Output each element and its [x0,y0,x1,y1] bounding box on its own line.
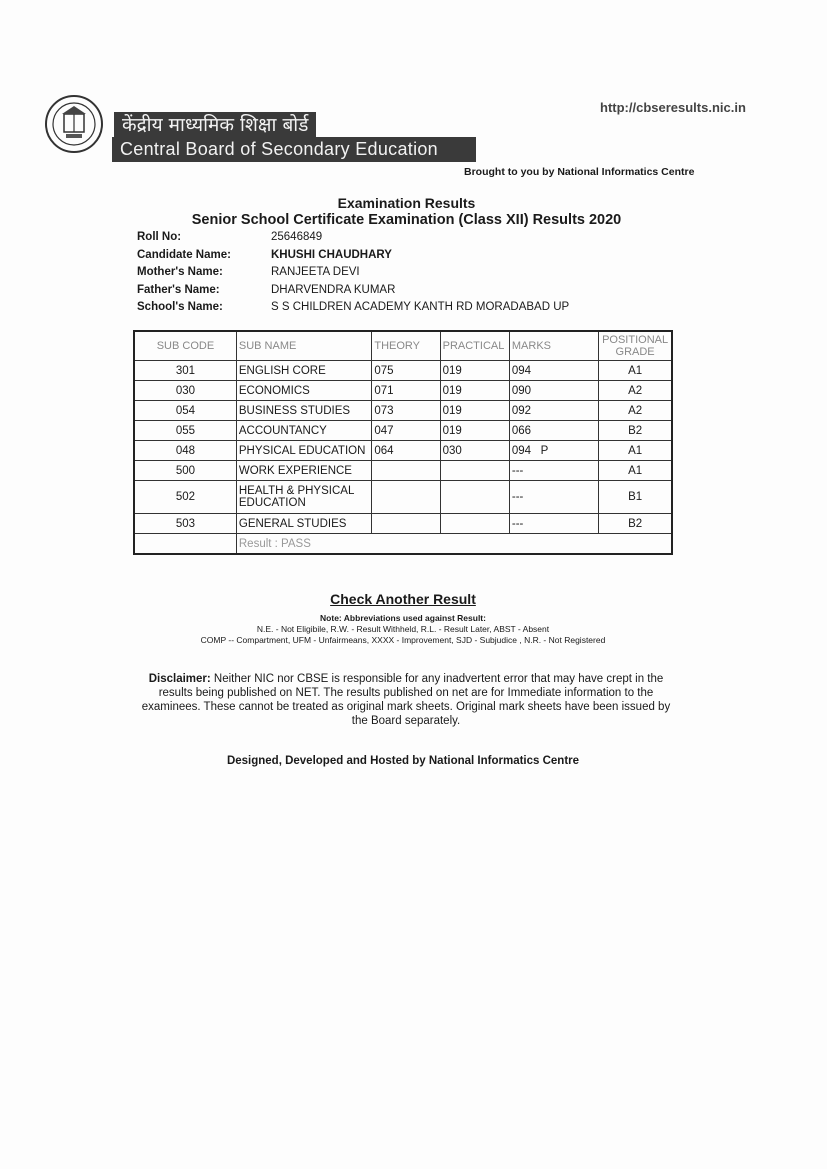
result-empty-cell [134,534,236,555]
note-line: COMP -- Compartment, UFM - Unfairmeans, XXXX - Improvement, SJD - Subjudice , N.R. - Not Registered [200,635,606,645]
result-status: Result : PASS [236,534,672,555]
table-row [134,441,672,461]
sub-name: ECONOMICS [236,381,372,401]
grade: B1 [599,481,672,514]
header-sub-code: SUB CODE [134,331,236,361]
site-url[interactable]: http://cbseresults.nic.in [600,100,746,115]
sub-name: PHYSICAL EDUCATION [236,441,372,461]
disclaimer [136,672,676,728]
table-row [134,361,672,381]
mother-name-label: Mother's Name: [137,266,223,278]
grade: A2 [599,381,672,401]
practical-marks: 019 [440,421,509,441]
theory-marks [372,514,440,534]
disclaimer-text: Neither NIC nor CBSE is responsible for any inadvertent error that may have crept in the results being published on NET. The results published on net are for Immediate information to the examinees. These cannot be treated as original mark sheets. Original mark sheets have been issued by the Board separately. [141,673,671,727]
grade: B2 [599,514,672,534]
sub-name: WORK EXPERIENCE [236,461,372,481]
practical-marks: 019 [440,401,509,421]
header-practical: PRACTICAL [440,331,509,361]
theory-marks [372,481,440,514]
table-row [134,461,672,481]
total-marks: 090 [509,381,598,401]
candidate-name-value: KHUSHI CHAUDHARY [271,249,392,261]
header-marks: MARKS [509,331,598,361]
footer-credit: Designed, Developed and Hosted by National Informatics Centre [226,755,580,767]
mother-name-value: RANJEETA DEVI [271,266,360,278]
theory-marks: 073 [372,401,440,421]
sub-name: ACCOUNTANCY [236,421,372,441]
total-marks: 066 [509,421,598,441]
grade: A1 [599,441,672,461]
sub-code: 048 [134,441,236,461]
practical-marks: 030 [440,441,509,461]
theory-marks: 075 [372,361,440,381]
total-marks: --- [509,481,598,514]
check-another-result-link[interactable]: Check Another Result [330,591,476,607]
roll-no-value: 25646849 [271,231,323,243]
sub-code: 502 [134,481,236,514]
note-line: N.E. - Not Eligibile, R.W. - Result Withheld, R.L. - Result Later, ABST - Absent [256,624,550,634]
father-name-value: DHARVENDRA KUMAR [271,284,396,296]
sub-code: 503 [134,514,236,534]
theory-marks: 071 [372,381,440,401]
theory-marks [372,461,440,481]
total-marks: 092 [509,401,598,421]
page-title: Examination Results [337,195,476,211]
grade: A2 [599,401,672,421]
practical-marks: 019 [440,381,509,401]
board-name-hindi: केंद्रीय माध्यमिक शिक्षा बोर्ड [114,112,316,138]
sub-code: 500 [134,461,236,481]
exam-subtitle: Senior School Certificate Examination (Class XII) Results 2020 [191,212,622,228]
sub-code: 030 [134,381,236,401]
theory-marks: 047 [372,421,440,441]
practical-marks [440,481,509,514]
header-positional-grade: POSITIONAL GRADE [599,331,672,361]
grade: B2 [599,421,672,441]
header-sub-name: SUB NAME [236,331,372,361]
table-row [134,401,672,421]
sub-name: ENGLISH CORE [236,361,372,381]
sub-code: 054 [134,401,236,421]
candidate-name-label: Candidate Name: [137,249,231,261]
table-row [134,481,672,514]
total-marks: 094 P [509,441,598,461]
sub-code: 055 [134,421,236,441]
grade: A1 [599,361,672,381]
table-header-row [134,331,672,361]
cbse-logo [44,94,104,154]
total-marks: --- [509,514,598,534]
grade: A1 [599,461,672,481]
father-name-label: Father's Name: [137,284,220,296]
practical-marks [440,461,509,481]
header-theory: THEORY [372,331,440,361]
disclaimer-label: Disclaimer: [148,673,211,685]
sub-name: HEALTH & PHYSICAL EDUCATION [236,481,372,514]
result-row [134,534,672,555]
table-row [134,421,672,441]
sub-name: GENERAL STUDIES [236,514,372,534]
theory-marks: 064 [372,441,440,461]
table-row [134,514,672,534]
marks-table [133,330,673,555]
school-name-value: S S CHILDREN ACADEMY KANTH RD MORADABAD UP [271,301,570,313]
practical-marks: 019 [440,361,509,381]
table-row [134,381,672,401]
total-marks: 094 [509,361,598,381]
note-title: Note: Abbreviations used against Result: [320,613,486,623]
sub-name: BUSINESS STUDIES [236,401,372,421]
roll-no-label: Roll No: [137,231,182,243]
total-marks: --- [509,461,598,481]
practical-marks [440,514,509,534]
brought-by-text: Brought to you by National Informatics Centre [464,166,695,178]
sub-code: 301 [134,361,236,381]
board-name-english: Central Board of Secondary Education [112,137,476,162]
school-name-label: School's Name: [137,301,223,313]
